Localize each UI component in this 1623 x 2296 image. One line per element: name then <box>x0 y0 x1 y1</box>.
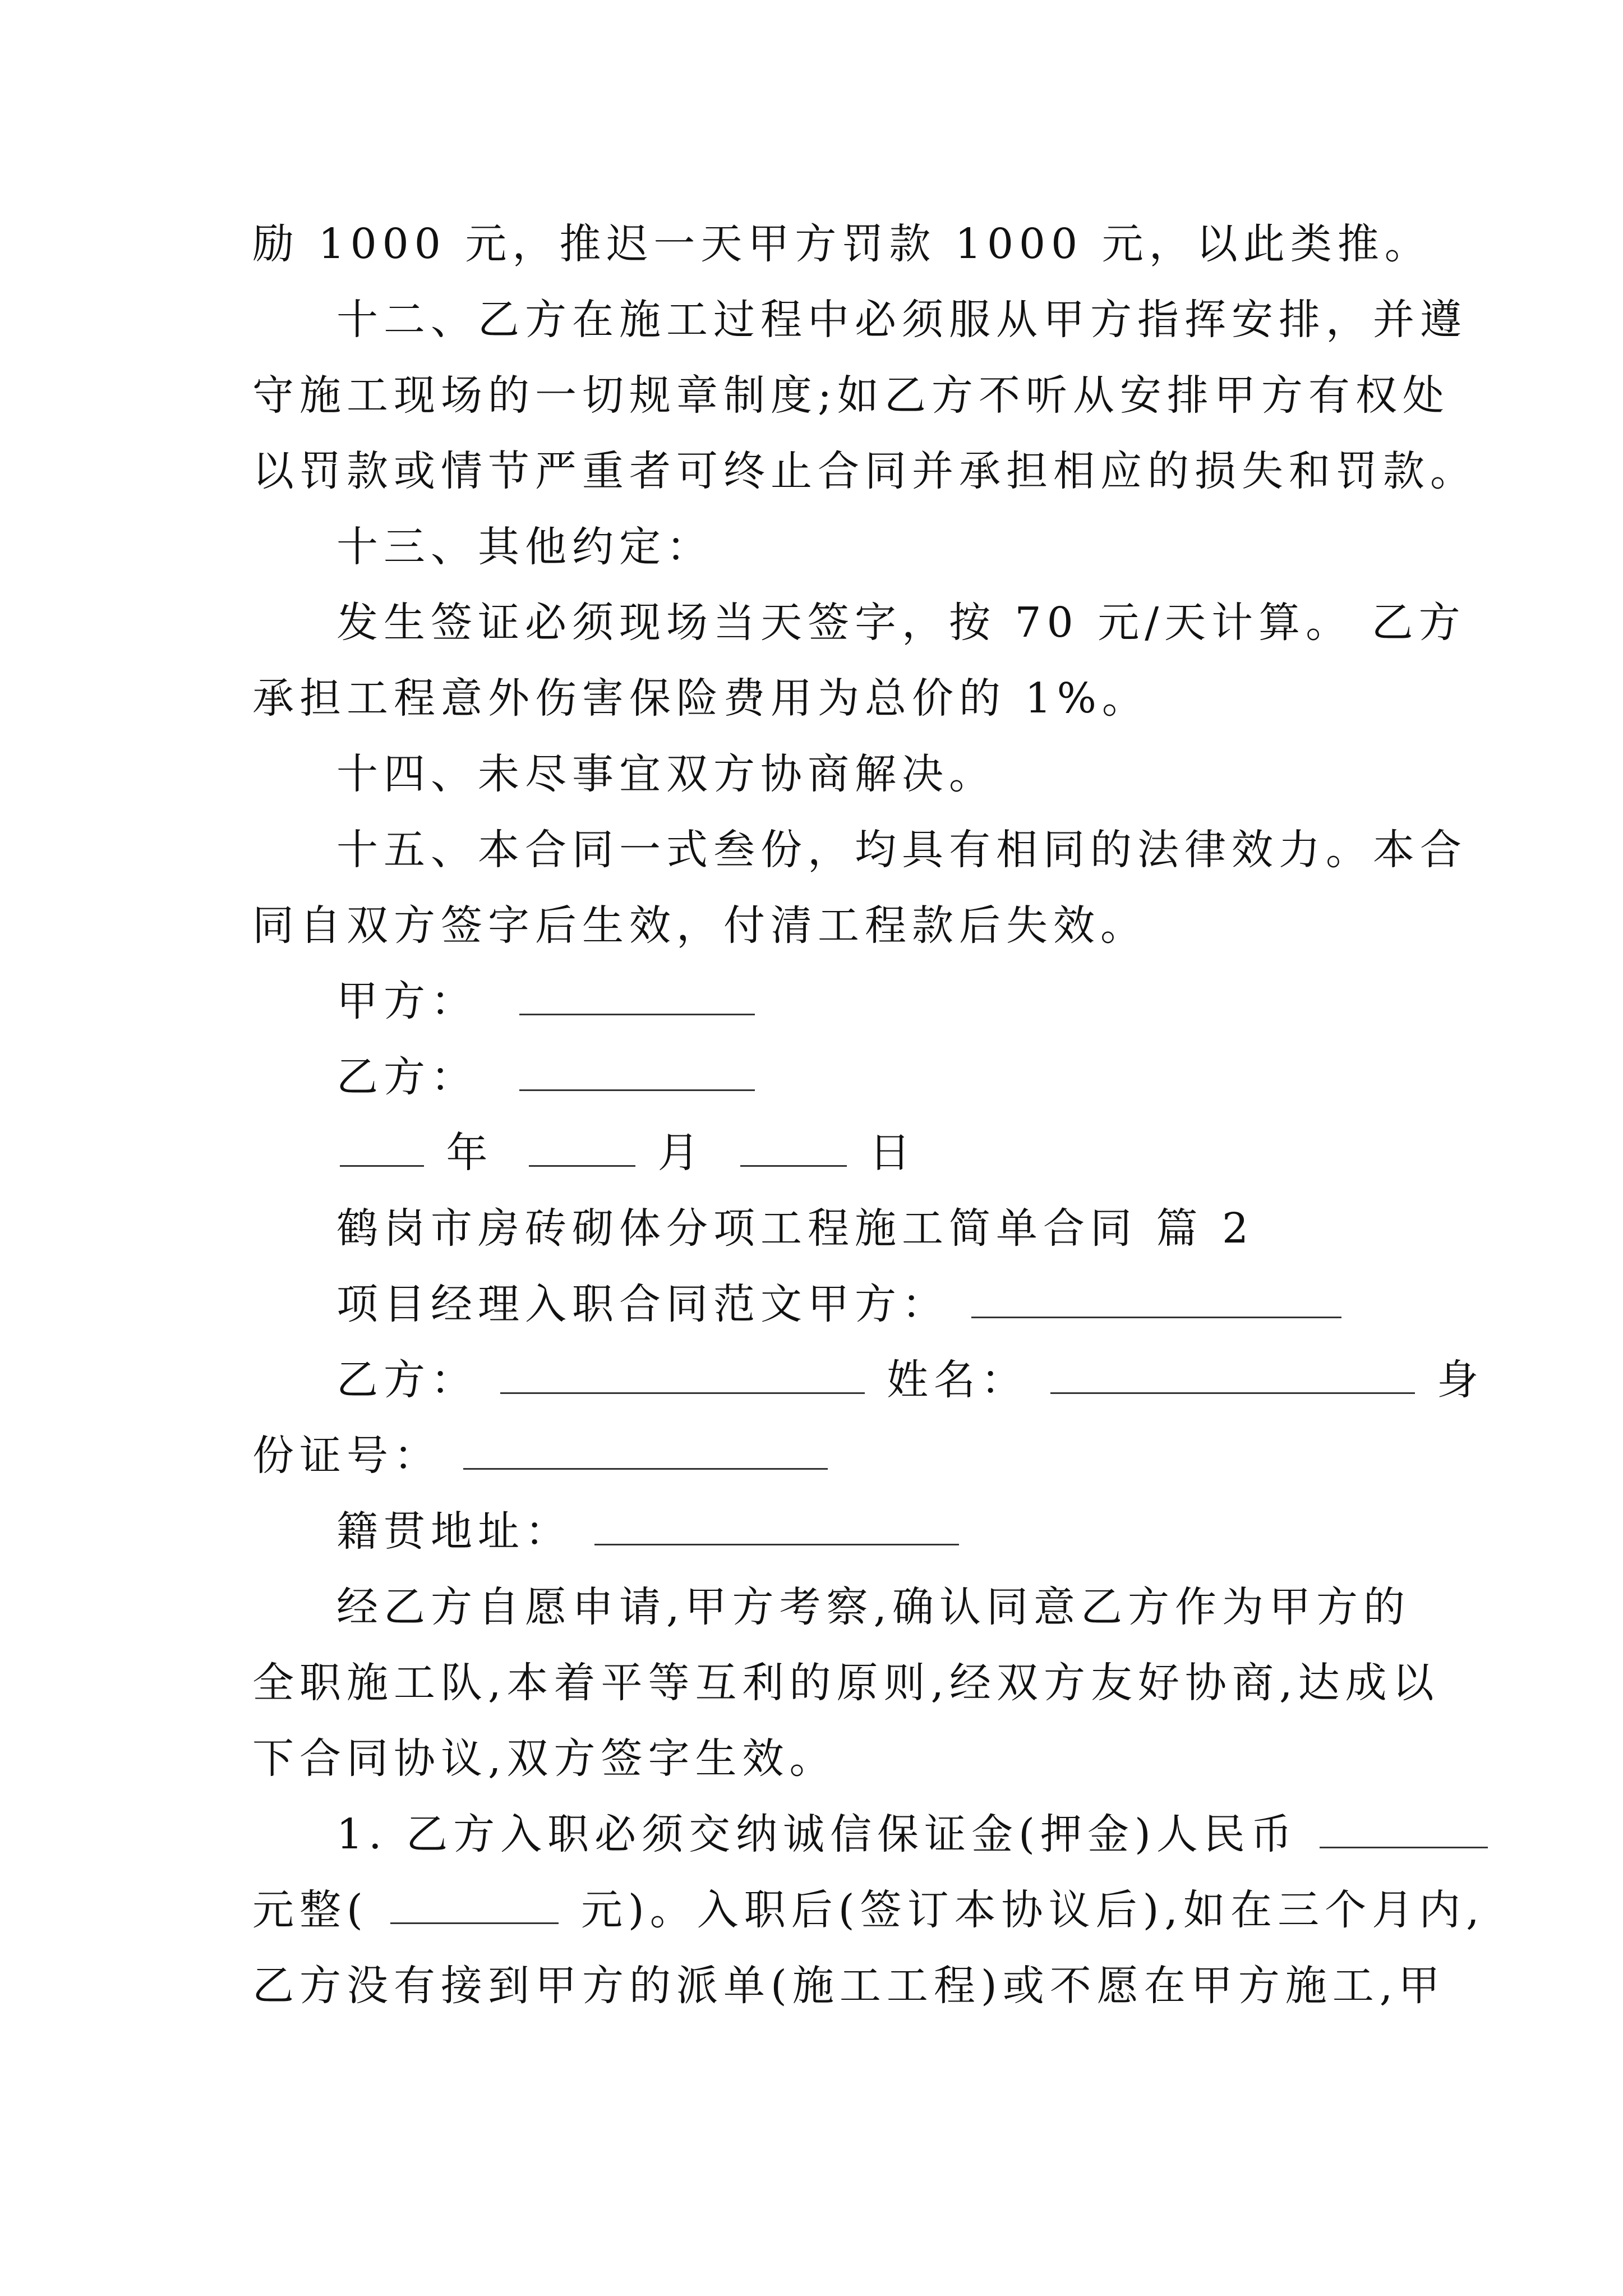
item-1-line-1 <box>336 1806 1491 1862</box>
deposit-amount-blank <box>1320 1813 1488 1848</box>
name-blank <box>1050 1359 1415 1394</box>
year-blank <box>340 1131 424 1167</box>
text-line: 全职施工队,本着平等互利的原则,经双方友好协商,达成以 <box>252 1659 1440 1707</box>
id-blank <box>463 1434 828 1470</box>
text-line: 同自双方签字后生效，付清工程款后失效。 <box>252 901 1147 950</box>
party-b-blank-2 <box>500 1359 865 1394</box>
party-b-name-line <box>336 1352 1484 1408</box>
id-label-part1: 身 <box>1437 1356 1484 1404</box>
signature-party-b <box>336 1049 758 1105</box>
party-a-label: 甲方： <box>336 977 478 1025</box>
text-line: 守施工现场的一切规章制度;如乙方不听从安排甲方有权处 <box>252 371 1450 420</box>
text-line: 十五、本合同一式叁份，均具有相同的法律效力。本合 <box>336 826 1467 874</box>
party-a-blank <box>519 980 755 1015</box>
text-line: 十二、乙方在施工过程中必须服从甲方指挥安排，并遵 <box>336 296 1467 344</box>
id-line <box>252 1428 831 1484</box>
signature-party-a <box>336 973 758 1029</box>
text-line: 发生签证必须现场当天签字，按 70 元/天计算。 乙方 <box>336 599 1466 647</box>
deposit-number-blank <box>390 1889 559 1924</box>
item-1-text-a: 元整( <box>252 1886 368 1934</box>
address-blank <box>594 1510 959 1545</box>
text-line: 十四、未尽事宜双方协商解决。 <box>336 750 996 798</box>
id-label-part2: 份证号： <box>252 1432 441 1480</box>
item-1-line-2 <box>252 1882 1485 1938</box>
item-1-text-b: 元)。入职后(签订本协议后),如在三个月内, <box>580 1886 1485 1934</box>
text-line: 十三、其他约定： <box>336 523 713 571</box>
address-line <box>336 1503 962 1559</box>
item-1-text: 1. 乙方入职必须交纳诚信保证金(押金)人民币 <box>336 1810 1298 1858</box>
text-line: 承担工程意外伤害保险费用为总价的 1%。 <box>252 674 1149 723</box>
text-line: 下合同协议,双方签字生效。 <box>252 1734 837 1783</box>
name-label: 姓名： <box>887 1356 1029 1404</box>
text-line: 经乙方自愿申请,甲方考察,确认同意乙方作为甲方的 <box>336 1583 1411 1631</box>
text-line: 以罚款或情节严重者可终止合同并承担相应的损失和罚款。 <box>252 447 1477 495</box>
employer-line <box>336 1276 1345 1332</box>
day-label: 日 <box>869 1129 916 1177</box>
date-line <box>336 1125 916 1181</box>
month-blank <box>529 1131 635 1167</box>
employer-label: 项目经理入职合同范文甲方： <box>336 1280 949 1328</box>
address-label: 籍贯地址： <box>336 1507 572 1556</box>
section-title: 鹤岗市房砖砌体分项工程施工简单合同 篇 2 <box>336 1204 1255 1253</box>
party-b-label: 乙方： <box>336 1053 478 1101</box>
party-b-blank <box>519 1056 755 1091</box>
item-1-line-3: 乙方没有接到甲方的派单(施工工程)或不愿在甲方施工,甲 <box>252 1962 1446 2010</box>
text-line: 励 1000 元，推迟一天甲方罚款 1000 元，以此类推。 <box>252 220 1432 268</box>
day-blank <box>740 1131 847 1167</box>
party-b-label-2: 乙方： <box>336 1356 478 1404</box>
month-label: 月 <box>657 1129 705 1177</box>
year-label: 年 <box>446 1129 494 1177</box>
employer-blank <box>971 1283 1341 1318</box>
